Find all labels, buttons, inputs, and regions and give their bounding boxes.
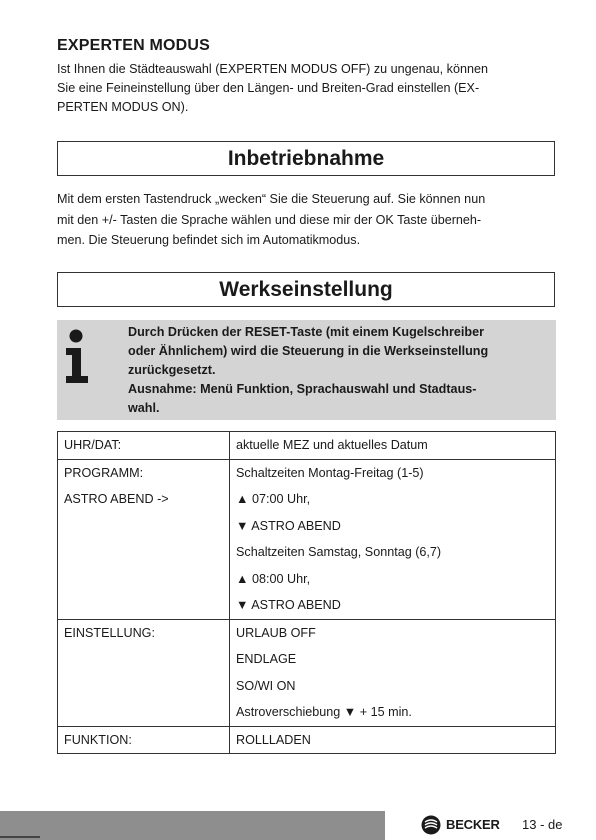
- commissioning-text: [57, 189, 549, 251]
- cell-line: SO/WI ON: [236, 678, 296, 693]
- cell-line: aktuelle MEZ und aktuelles Datum: [236, 438, 428, 452]
- table-row: [58, 726, 556, 754]
- cell-line: URLAUB OFF: [236, 625, 316, 640]
- cell-line: ASTRO ABEND ->: [64, 492, 169, 506]
- commissioning-heading: Inbetriebnahme: [57, 141, 555, 176]
- table-cell-label: [58, 459, 230, 619]
- commissioning-line: men. Die Steuerung befindet sich im Automatikmodus.: [57, 233, 361, 247]
- notice-line: Ausnahme: Menü Funktion, Sprachauswahl und Stadtaus-: [128, 382, 477, 396]
- factory-settings-heading: Werkseinstellung: [57, 272, 555, 307]
- cell-line: Schaltzeiten Montag-Freitag (1-5): [236, 465, 424, 480]
- table-cell-value: [230, 459, 556, 619]
- notice-text: [128, 323, 552, 418]
- table-row: [58, 432, 556, 460]
- cell-line: UHR/DAT:: [64, 438, 122, 452]
- table-cell-label: [58, 726, 230, 754]
- commissioning-line: mit den +/- Tasten die Sprache wählen und diese mir der OK Taste überneh-: [57, 212, 482, 227]
- expert-line: Ist Ihnen die Städteauswahl (EXPERTEN MODUS OFF) zu ungenau, können: [57, 62, 488, 76]
- notice-line: zurückgesetzt.: [128, 363, 216, 377]
- cell-line: ▲ 07:00 Uhr,: [236, 492, 311, 506]
- cell-line: ▼ ASTRO ABEND: [236, 518, 341, 533]
- commissioning-line: Mit dem ersten Tastendruck „wecken“ Sie die Steuerung auf. Sie können nun: [57, 192, 486, 206]
- expert-mode-heading: EXPERTEN MODUS: [57, 37, 211, 54]
- cell-line: PROGRAMM:: [64, 465, 144, 480]
- table-cell-label: [58, 619, 230, 726]
- cell-line: ▲ 08:00 Uhr,: [236, 571, 311, 586]
- table-row: [58, 619, 556, 726]
- footer-bar: [0, 811, 385, 840]
- table-cell-label: [58, 432, 230, 460]
- notice-line: wahl.: [128, 401, 160, 415]
- cell-line: ▼ ASTRO ABEND: [236, 598, 341, 612]
- cell-line: Astroverschiebung ▼ + 15 min.: [236, 705, 412, 719]
- factory-settings-table: [57, 431, 556, 754]
- notice-line: Durch Drücken der RESET-Taste (mit einem Kugelschreiber: [128, 325, 484, 339]
- expert-line: Sie eine Feineinstellung über den Längen- und Breiten-Grad einstellen (EX-: [57, 81, 480, 95]
- notice-line: oder Ähnlichem) wird die Steuerung in die Werkseinstellung: [128, 344, 489, 358]
- expert-mode-text: [57, 60, 547, 117]
- table-cell-value: [230, 432, 556, 460]
- cell-line: Schaltzeiten Samstag, Sonntag (6,7): [236, 545, 442, 559]
- brand-name: BECKER: [446, 817, 500, 832]
- table-cell-value: [230, 619, 556, 726]
- info-icon: [63, 328, 93, 384]
- info-notice: [57, 320, 556, 420]
- table-row: [58, 459, 556, 619]
- cell-line: EINSTELLUNG:: [64, 625, 155, 640]
- footer-divider: [0, 836, 40, 838]
- page-number: 13 - de: [522, 817, 563, 832]
- table-cell-value: [230, 726, 556, 754]
- cell-line: ENDLAGE: [236, 652, 297, 666]
- expert-line: PERTEN MODUS ON).: [57, 100, 189, 114]
- cell-line: ROLLLADEN: [236, 732, 311, 747]
- becker-logo-icon: [421, 815, 441, 835]
- cell-line: FUNKTION:: [64, 732, 132, 747]
